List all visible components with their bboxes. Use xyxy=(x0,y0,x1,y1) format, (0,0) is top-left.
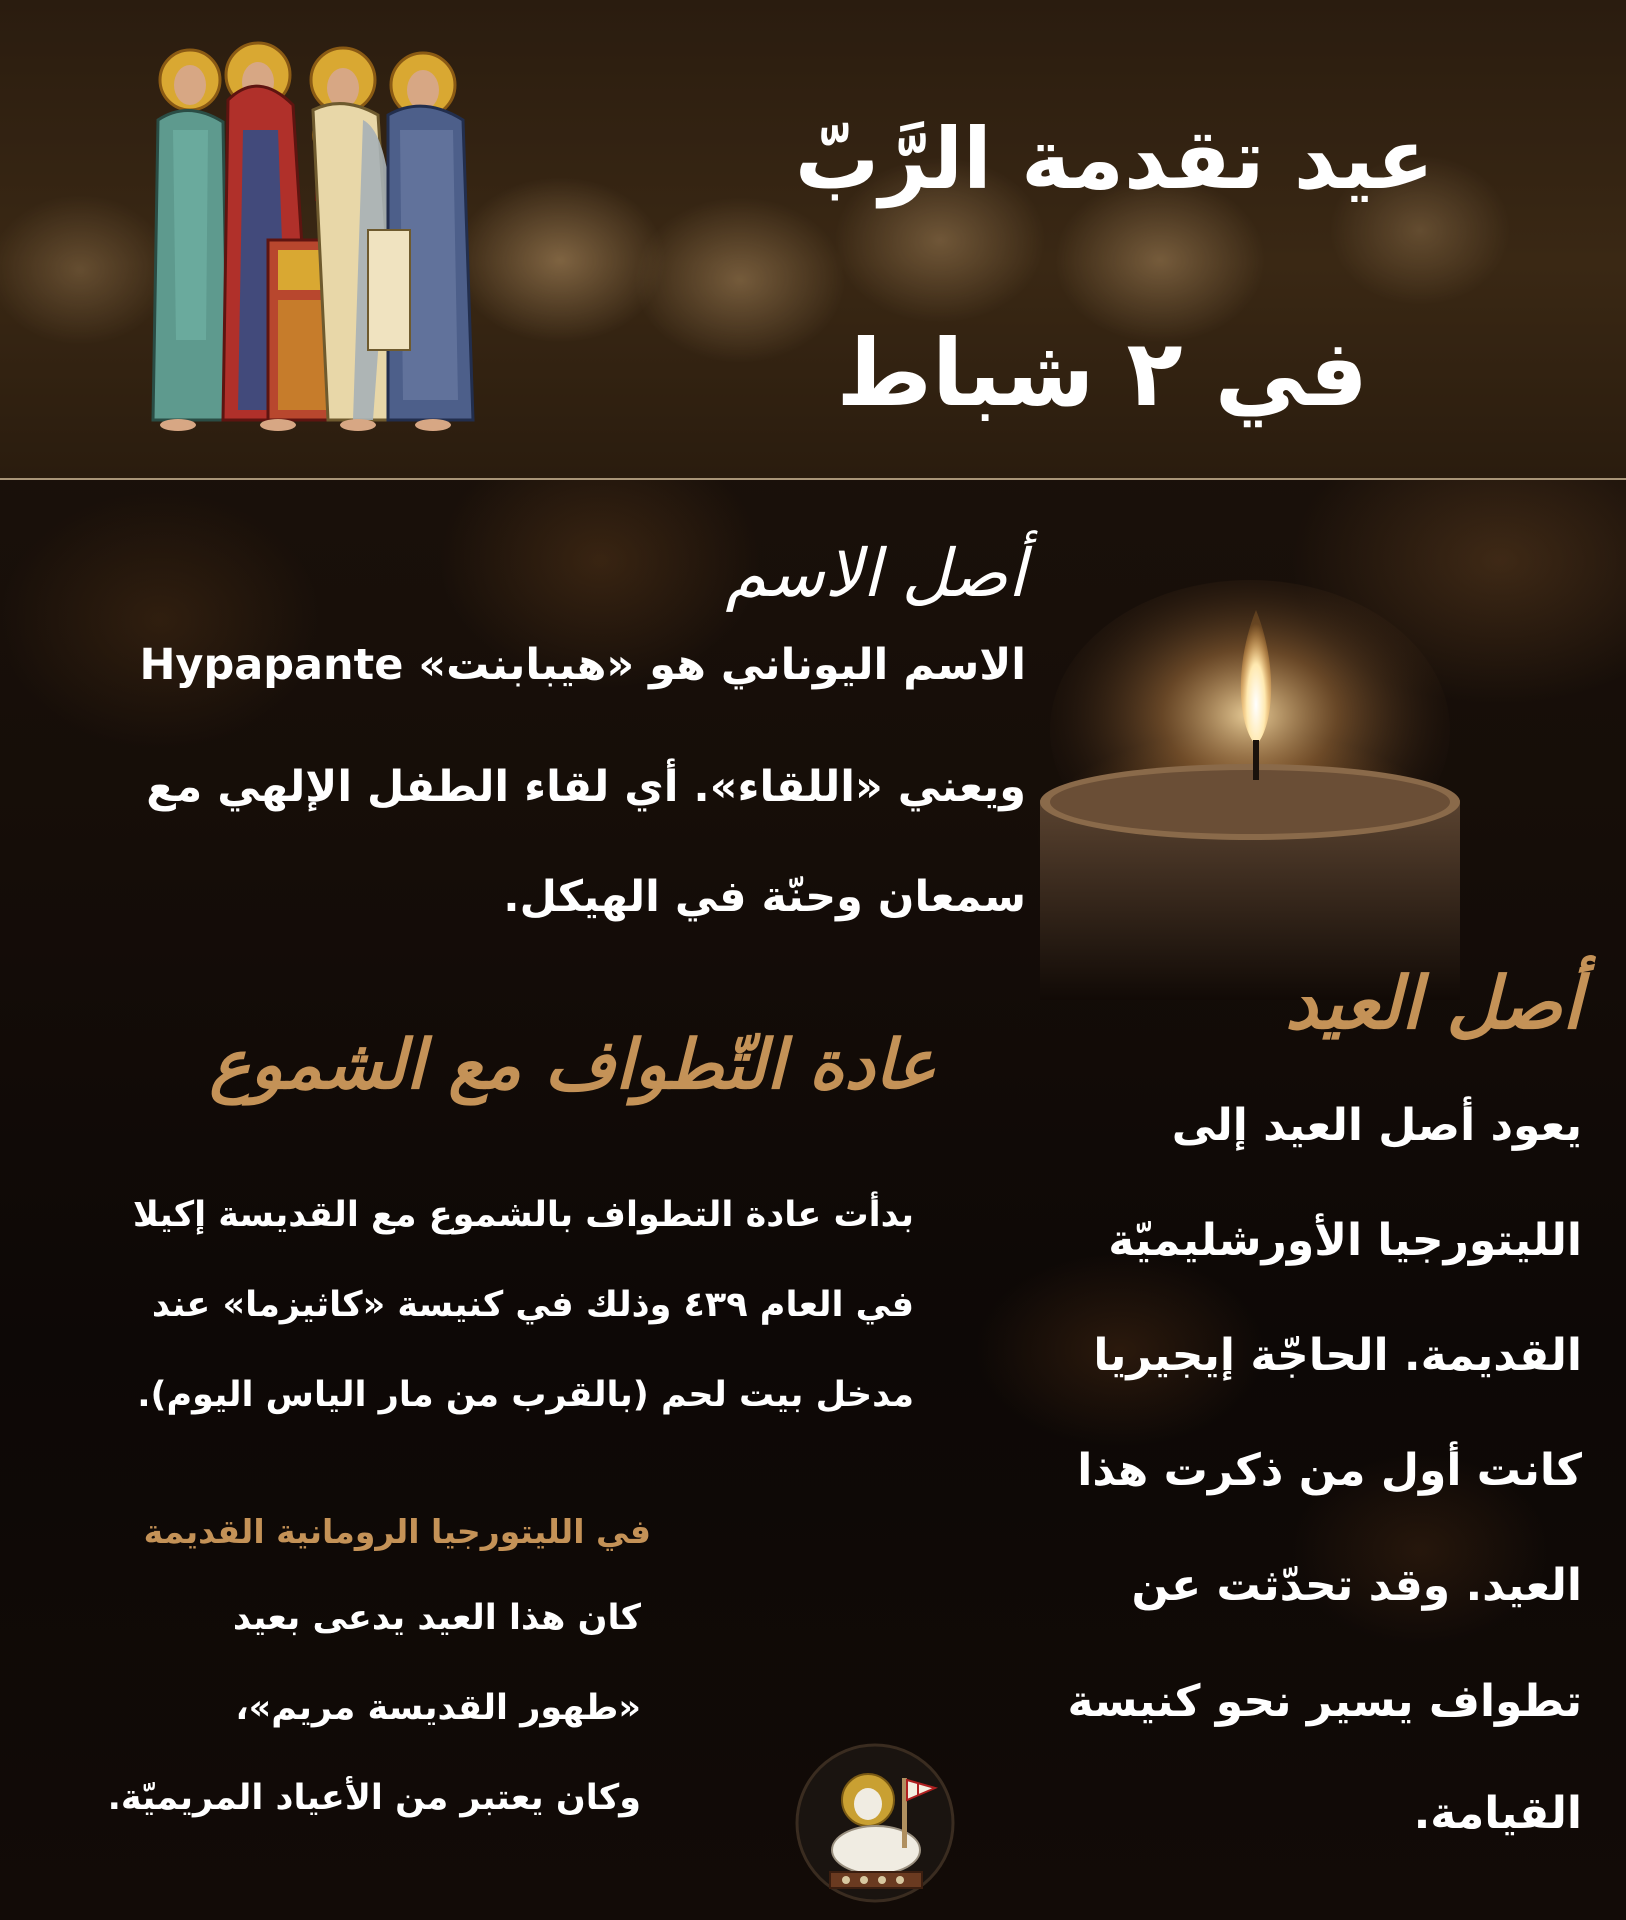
feast-origin-line-1: يعود أصل العيد إلى xyxy=(1171,1100,1582,1151)
feast-title: عيد تقدمة الرَّبّ xyxy=(794,110,1434,208)
feast-origin-line-2: الليتورجيا الأورشليميّة xyxy=(1108,1215,1582,1266)
name-origin-line-3: سمعان وحنّة في الهيكل. xyxy=(503,872,1026,922)
candle-image xyxy=(1040,580,1460,1000)
procession-heading: عادة التّطواف مع الشموع xyxy=(209,1025,936,1105)
lamb-logo xyxy=(790,1738,960,1908)
name-origin-line-1: الاسم اليوناني هو «هيبابنت» Hypapante xyxy=(139,640,1026,690)
roman-line-2: «طهور القديسة مريم»، xyxy=(235,1688,641,1728)
feast-origin-line-7: القيامة. xyxy=(1413,1788,1582,1839)
feast-origin-line-4: كانت أول من ذكرت هذا xyxy=(1077,1445,1582,1496)
roman-line-1: كان هذا العيد يدعى بعيد xyxy=(232,1598,641,1638)
roman-line-3: وكان يعتبر من الأعياد المريميّة. xyxy=(107,1778,641,1818)
feast-origin-heading: أصل العيد xyxy=(1285,960,1582,1045)
roman-subheading: في الليتورجيا الرومانية القديمة xyxy=(143,1512,651,1551)
procession-line-3: مدخل بيت لحم (بالقرب من مار الياس اليوم). xyxy=(137,1375,914,1415)
feast-origin-line-5: العيد. وقد تحدّثت عن xyxy=(1131,1560,1582,1611)
feast-origin-line-3: القديمة. الحاجّة إيجيريا xyxy=(1093,1330,1582,1381)
name-origin-heading: أصل الاسم xyxy=(725,535,1026,612)
presentation-icon xyxy=(128,40,548,445)
procession-line-2: في العام ٤٣٩ وذلك في كنيسة «كاثيزما» عند xyxy=(151,1285,914,1325)
feast-date: في ٢ شباط xyxy=(836,320,1368,427)
name-origin-line-2: ويعني «اللقاء». أي لقاء الطفل الإلهي مع xyxy=(146,762,1026,812)
header-band xyxy=(0,0,1626,480)
procession-line-1: بدأت عادة التطواف بالشموع مع القديسة إكيلا xyxy=(132,1195,914,1235)
feast-origin-line-6: تطواف يسير نحو كنيسة xyxy=(1067,1676,1582,1727)
